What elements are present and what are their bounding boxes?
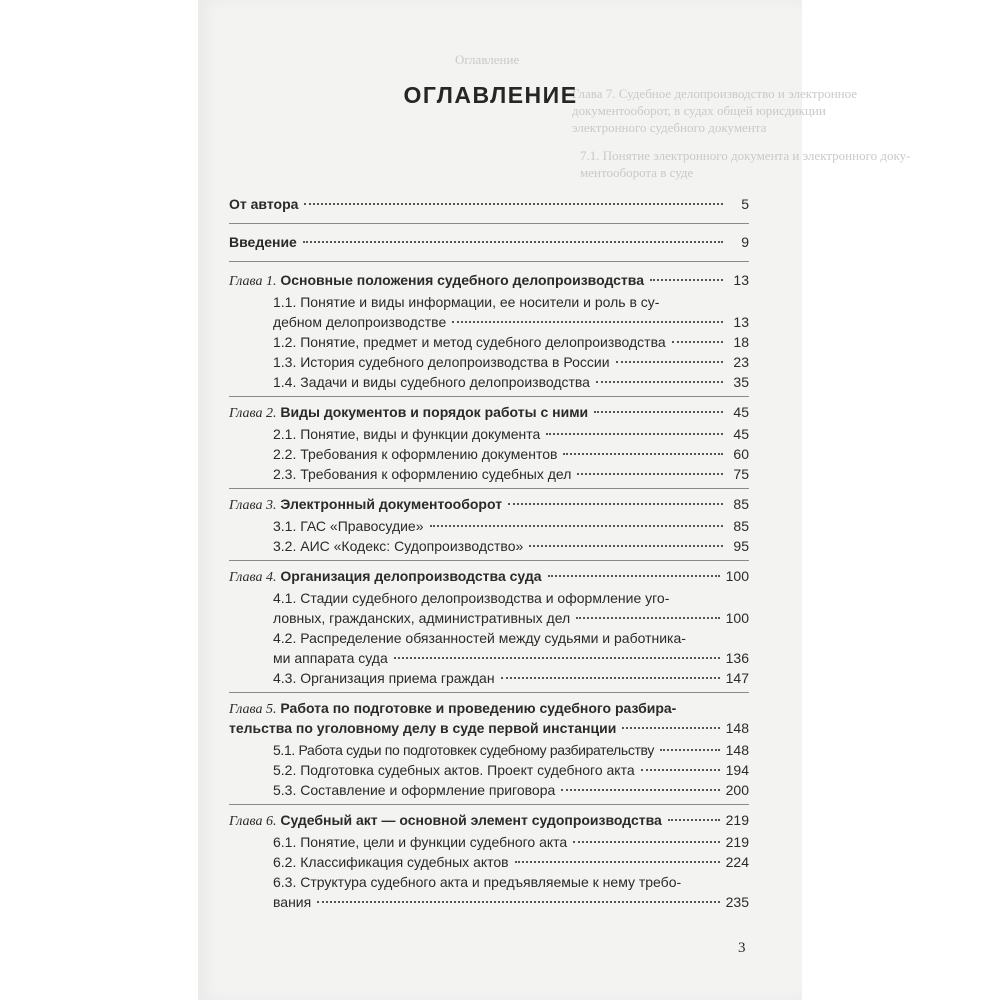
toc-section-1-2[interactable]	[273, 332, 749, 352]
dot-leader	[650, 279, 723, 281]
toc-section-text[interactable]: 1.1. Понятие и виды информации, ее носители и роль в су-	[273, 294, 660, 310]
divider	[229, 692, 749, 693]
dot-leader	[508, 503, 723, 505]
dot-leader	[573, 841, 719, 843]
toc-section-2-3[interactable]	[273, 464, 749, 484]
toc-chapter-4[interactable]	[229, 566, 749, 586]
section-title: 6.2. Классификация судебных актов	[273, 854, 509, 870]
toc-chapter-5-heading[interactable]	[229, 698, 676, 720]
dot-leader	[304, 203, 723, 205]
page-ref: 23	[733, 354, 749, 370]
dot-leader	[529, 545, 723, 547]
toc-entry-label: Введение	[229, 234, 297, 250]
dot-leader	[501, 677, 720, 679]
toc-entry-label: От автора	[229, 196, 299, 212]
section-title: 4.3. Организация приема граждан	[273, 670, 495, 686]
page-ref: 60	[733, 446, 749, 462]
toc-section-1-1[interactable]	[273, 312, 749, 332]
chapter-title: Судебный акт — основной элемент судопроизводства	[280, 812, 662, 828]
toc-chapter-5[interactable]	[229, 718, 749, 738]
toc-section-6-3[interactable]	[273, 892, 749, 912]
section-title: 3.2. АИС «Кодекс: Судопроизводство»	[273, 538, 524, 554]
page-ref: 147	[725, 670, 749, 686]
toc-entry-intro[interactable]	[229, 232, 749, 252]
toc-section-3-1[interactable]	[273, 516, 749, 536]
chapter-label: Глава 5.	[229, 702, 277, 717]
chapter-title: Виды документов и порядок работы с ними	[280, 404, 589, 420]
page-ref: 35	[733, 374, 749, 390]
chapter-label: Глава 4.	[229, 570, 277, 585]
toc-section-5-3[interactable]	[273, 780, 749, 800]
page-ref: 219	[725, 834, 749, 850]
dot-leader	[452, 321, 723, 323]
page-ref: 85	[733, 496, 749, 512]
section-title: 1.2. Понятие, предмет и метод судебного делопроизводства	[273, 334, 666, 350]
chapter-title: тельства по уголовному делу в суде первой инстанции	[229, 720, 617, 736]
dot-leader	[576, 617, 719, 619]
dot-leader	[430, 525, 724, 527]
dot-leader	[394, 657, 720, 659]
bleed-through-line: Глава 7. Судебное делопроизводство и электронное	[572, 86, 858, 101]
page-ref: 148	[725, 720, 749, 736]
bleed-through-line: 7.1. Понятие электронного документа и электронного доку-	[580, 148, 911, 163]
section-title: 6.1. Понятие, цели и функции судебного акта	[273, 834, 568, 850]
bleed-through-line: электронного судебного документа	[572, 120, 767, 135]
dot-leader	[672, 341, 723, 343]
chapter-label: Глава 2.	[229, 406, 277, 421]
dot-leader	[317, 901, 719, 903]
chapter-label: Глава 6.	[229, 814, 277, 829]
section-title: 5.1. Работа судьи по подготовкек судебному разбирательству	[273, 742, 654, 758]
section-title: 2.1. Понятие, виды и функции документа	[273, 426, 541, 442]
chapter-title: Работа по подготовке и проведению судебного разбира-	[280, 700, 677, 716]
page-ref: 75	[733, 466, 749, 482]
toc-chapter-6[interactable]	[229, 810, 749, 830]
toc-chapter-2[interactable]	[229, 402, 749, 422]
page-ref: 200	[725, 782, 749, 798]
divider	[229, 261, 749, 262]
section-title: 2.3. Требования к оформлению судебных дел	[273, 466, 572, 482]
chapter-label: Глава 3.	[229, 498, 277, 513]
toc-section-6-2[interactable]	[273, 852, 749, 872]
toc-section-1-4[interactable]	[273, 372, 749, 392]
dot-leader	[596, 381, 723, 383]
dot-leader	[546, 433, 723, 435]
section-title: вания	[273, 894, 312, 910]
toc-section-5-1[interactable]	[273, 740, 749, 760]
dot-leader	[548, 575, 720, 577]
page-ref: 224	[725, 854, 749, 870]
toc-chapter-1[interactable]	[229, 270, 749, 290]
page-ref: 5	[741, 196, 749, 212]
section-title: 3.1. ГАС «Правосудие»	[273, 518, 424, 534]
page-ref: 219	[725, 812, 749, 828]
dot-leader	[594, 411, 723, 413]
page-ref: 9	[741, 234, 749, 250]
toc-section-6-1[interactable]	[273, 832, 749, 852]
section-title: ловных, гражданских, административных дел	[273, 610, 571, 626]
dot-leader	[660, 749, 720, 751]
page-ref: 136	[725, 650, 749, 666]
section-title: дебном делопроизводстве	[273, 314, 447, 330]
page-ref: 13	[733, 314, 749, 330]
toc-section-1-3[interactable]	[273, 352, 749, 372]
page-ref: 100	[725, 568, 749, 584]
divider	[229, 488, 749, 489]
toc-section-4-3[interactable]	[273, 668, 749, 688]
page-ref: 194	[725, 762, 749, 778]
divider	[229, 560, 749, 561]
chapter-title: Основные положения судебного делопроизводства	[280, 272, 644, 288]
page-number: 3	[738, 940, 746, 956]
dot-leader	[668, 819, 720, 821]
toc-section-5-2[interactable]	[273, 760, 749, 780]
dot-leader	[563, 453, 723, 455]
toc-entry-preface[interactable]	[229, 194, 749, 214]
dot-leader	[616, 361, 723, 363]
divider	[229, 396, 749, 397]
section-title: 1.3. История судебного делопроизводства в России	[273, 354, 610, 370]
toc-section-2-2[interactable]	[273, 444, 749, 464]
dot-leader	[622, 727, 719, 729]
dot-leader	[577, 473, 723, 475]
toc-section-2-1[interactable]	[273, 424, 749, 444]
section-title: 1.4. Задачи и виды судебного делопроизводства	[273, 374, 590, 390]
toc-section-text[interactable]: 4.2. Распределение обязанностей между судьями и работника-	[273, 630, 686, 646]
page-ref: 45	[733, 426, 749, 442]
chapter-title: Электронный документооборот	[280, 496, 503, 512]
chapter-label: Глава 1.	[229, 274, 277, 289]
toc-chapter-3[interactable]	[229, 494, 749, 514]
bleed-through-line: документооборот, в судах общей юрисдикции	[572, 103, 826, 118]
section-title: 5.2. Подготовка судебных актов. Проект судебного акта	[273, 762, 635, 778]
toc-section-text[interactable]: 6.3. Структура судебного акта и предъявляемые к нему требо-	[273, 874, 682, 890]
page-ref: 45	[733, 404, 749, 420]
page-ref: 235	[725, 894, 749, 910]
section-title: 2.2. Требования к оформлению документов	[273, 446, 558, 462]
page-title: ОГЛАВЛЕНИЕ	[403, 82, 578, 108]
page-ref: 85	[733, 518, 749, 534]
toc-section-4-2[interactable]	[273, 648, 749, 668]
toc-section-text[interactable]: 4.1. Стадии судебного делопроизводства и оформление уго-	[273, 590, 670, 606]
page-ref: 100	[725, 610, 749, 626]
bleed-through-line: ментооборота в суде	[580, 165, 694, 180]
page-ref: 95	[733, 538, 749, 554]
divider	[229, 804, 749, 805]
page-ref: 148	[725, 742, 749, 758]
bleed-through-header: Оглавление	[455, 52, 520, 67]
divider	[229, 223, 749, 224]
section-title: ми аппарата суда	[273, 650, 388, 666]
page-ref: 18	[733, 334, 749, 350]
toc-section-4-1[interactable]	[273, 608, 749, 628]
dot-leader	[515, 861, 720, 863]
toc-section-3-2[interactable]	[273, 536, 749, 556]
page-ref: 13	[733, 272, 749, 288]
dot-leader	[561, 789, 719, 791]
dot-leader	[303, 241, 723, 243]
dot-leader	[641, 769, 720, 771]
chapter-title: Организация делопроизводства суда	[280, 568, 542, 584]
section-title: 5.3. Составление и оформление приговора	[273, 782, 556, 798]
